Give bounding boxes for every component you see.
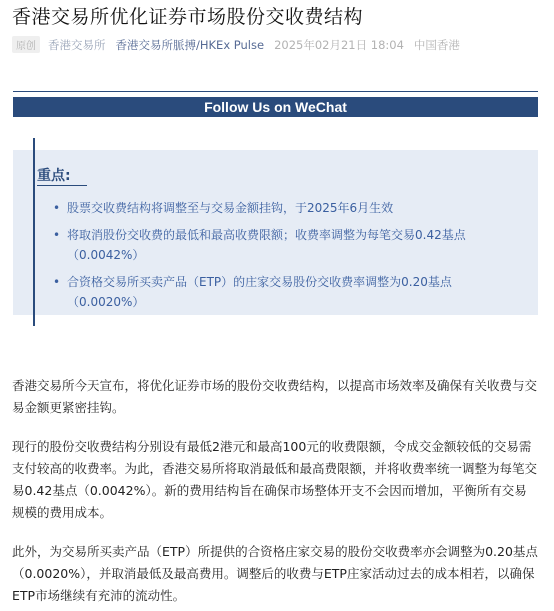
- keypoint-item: • 将取消股份交收费的最低和最高收费限额；收费率调整为每笔交易0.42基点（0.0042%）: [53, 225, 523, 265]
- keypoints-box: [13, 150, 538, 315]
- article-meta: [12, 36, 460, 53]
- keypoints-heading: 重点:: [37, 168, 71, 184]
- keypoint-item: • 合资格交易所买卖产品（ETP）的庄家交易股份交收费率调整为0.20基点（0.0020%）: [53, 272, 523, 312]
- article-title: 香港交易所优化证券市场股份交收费结构: [12, 6, 364, 28]
- follow-wechat-banner: Follow Us on WeChat: [13, 97, 538, 117]
- body-paragraph: 现行的股份交收费结构分别设有最低2港元和最高100元的收费限额，令成交金额较低的交易需支付较高的收费率。为此，香港交易所将取消最低和最高费限额，并将收费率统一调整为每笔交易0.42基点（0.0042%）。新的费用结构旨在确保市场整体开支不会因而增加，平衡所有交易规模的费用成本。: [12, 439, 538, 520]
- publish-date: 2025年02月21日 18:04: [274, 37, 404, 52]
- body-paragraph: 此外，为交易所买卖产品（ETP）所提供的合资格庄家交易的股份交收费率亦会调整为0.20基点（0.0020%），并取消最低及最高费用。调整后的收费与ETP庄家活动过去的成本相若，以确保ETP市场继续有充沛的流动性。: [12, 544, 538, 603]
- original-badge: 原创: [12, 36, 40, 53]
- body-paragraph: 香港交易所今天宣布，将优化证券市场的股份交收费结构，以提高市场效率及确保有关收费与交易金额更紧密挂钩。: [12, 378, 538, 415]
- account-name-link[interactable]: 香港交易所: [48, 37, 106, 52]
- column-name-link[interactable]: 香港交易所脈搏/HKEx Pulse: [115, 37, 265, 52]
- keypoint-item: • 股票交收费结构将调整至与交易金额挂钩，于2025年6月生效: [53, 198, 523, 218]
- keypoints-heading-underline: [37, 185, 87, 186]
- publish-location: 中国香港: [413, 37, 460, 52]
- keypoints-accent-line: [33, 138, 35, 326]
- keypoints-list: [53, 198, 523, 319]
